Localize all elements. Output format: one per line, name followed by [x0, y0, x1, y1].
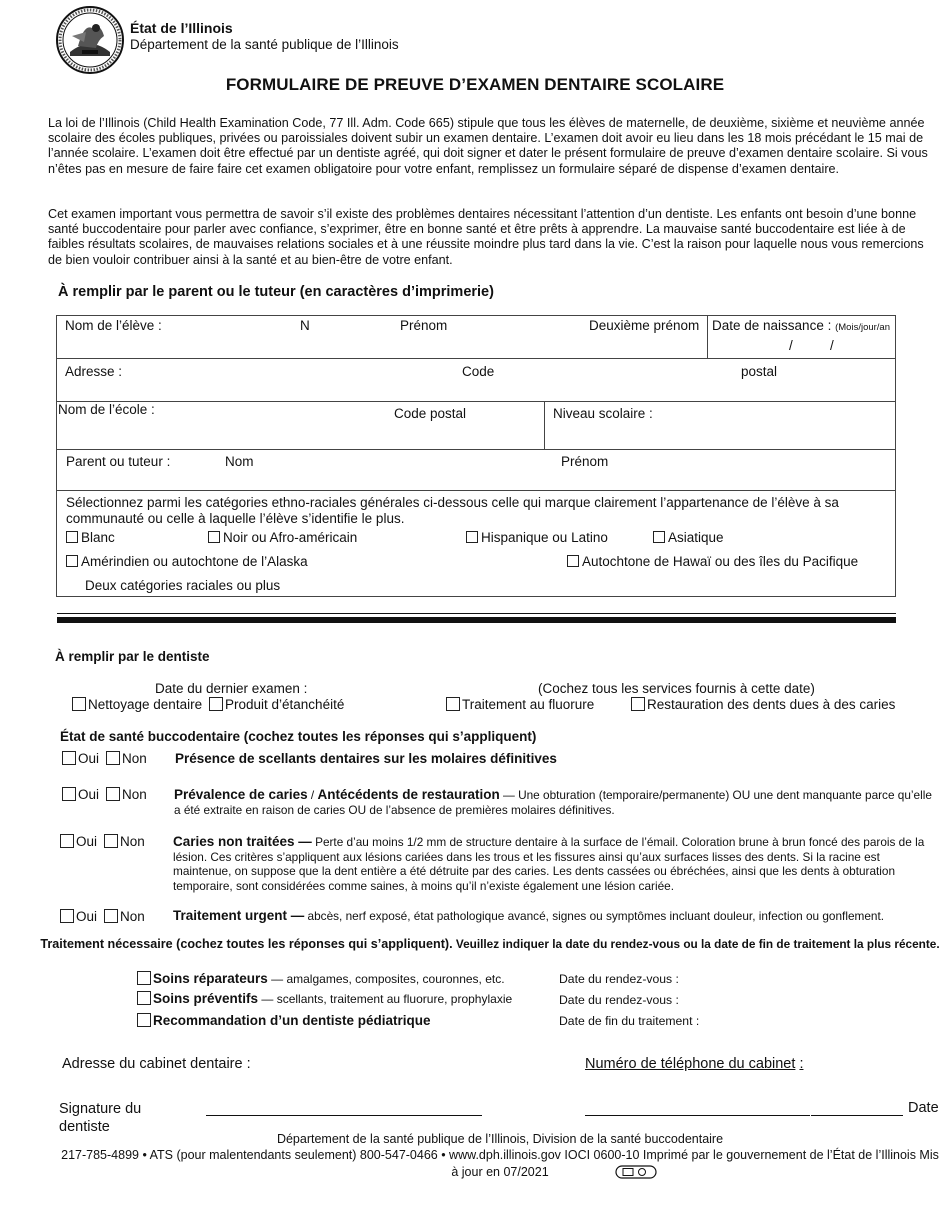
checkbox[interactable] — [208, 531, 220, 543]
school-postal-label: Code postal — [394, 406, 467, 421]
oral-health-heading: État de santé buccodentaire (cochez toutes les réponses qui s’appliquent) — [60, 729, 537, 744]
student-info-box — [56, 315, 896, 597]
service-fluoride[interactable]: Traitement au fluorure — [446, 697, 594, 712]
dob-separator: / — [789, 338, 793, 353]
ethnicity-option-native[interactable]: Amérindien ou autochtone de l’Alaska — [66, 554, 308, 569]
checkbox[interactable] — [137, 991, 151, 1005]
checkbox[interactable] — [66, 531, 78, 543]
dentist-section-heading: À remplir par le dentiste — [55, 649, 210, 664]
ethnicity-prompt: Sélectionnez parmi les catégories ethno-raciales générales ci-dessous celle qui marque clairement l’appartenance de l’élève à sa communauté ou celle à laquelle l’élève s’identifie le plus. — [66, 495, 839, 526]
ethnicity-option-white[interactable]: Blanc — [66, 530, 115, 545]
checkbox[interactable] — [567, 555, 579, 567]
agency-name: État de l’Illinois — [130, 20, 233, 36]
caries-prevalence-no[interactable]: Non — [106, 787, 147, 802]
parent-section-heading: À remplir par le parent ou le tuteur (en caractères d’imprimerie) — [58, 284, 494, 300]
ethnicity-option-black[interactable]: Noir ou Afro-américain — [208, 530, 357, 545]
service-sealant[interactable]: Produit d’étanchéité — [209, 697, 344, 712]
treatment-pediatric[interactable]: Recommandation d’un dentiste pédiatrique — [137, 1013, 431, 1028]
dentist-signature-label: Signature du dentiste — [59, 1101, 142, 1135]
treatment-completion-date[interactable]: Date de fin du traitement : — [559, 1014, 700, 1028]
untreated-caries-no[interactable]: Non — [104, 834, 145, 849]
caries-prevalence-yes[interactable]: Oui — [62, 787, 99, 802]
checkbox[interactable] — [209, 697, 223, 711]
first-name-label: Prénom — [400, 318, 448, 333]
checkbox[interactable] — [653, 531, 665, 543]
dob-separator: / — [830, 338, 834, 353]
sealants-yes[interactable]: Oui — [62, 751, 99, 766]
office-phone-label: Numéro de téléphone du cabinet : — [585, 1056, 804, 1072]
ethnicity-option-multi[interactable]: Deux catégories raciales ou plus — [85, 578, 281, 593]
treatment-restorative[interactable]: Soins réparateurs — amalgames, composites, couronnes, etc. — [137, 971, 505, 986]
checkbox[interactable] — [60, 834, 74, 848]
condition-sealants: Présence de scellants dentaires sur les molaires définitives — [175, 751, 557, 766]
signature-line[interactable] — [585, 1115, 810, 1116]
student-name-label: Nom de l’élève : — [65, 318, 162, 333]
dob-label: Date de naissance : (Mois/jour/an — [712, 318, 891, 333]
signature-date-label: Date — [908, 1100, 939, 1116]
agency-department: Département de la santé publique de l’Illinois — [130, 37, 399, 52]
checkbox[interactable] — [466, 531, 478, 543]
last-exam-label: Date du dernier examen : — [155, 681, 308, 696]
section-divider-thick — [57, 617, 896, 623]
state-seal-icon — [56, 6, 124, 74]
grade-label: Niveau scolaire : — [553, 406, 653, 421]
urgent-treatment-no[interactable]: Non — [104, 909, 145, 924]
checkbox[interactable] — [62, 787, 76, 801]
signature-line[interactable] — [206, 1115, 482, 1116]
checkbox[interactable] — [137, 971, 151, 985]
address-postal-label: postal — [741, 364, 778, 379]
checkbox[interactable] — [104, 834, 118, 848]
guardian-first-name-label: Prénom — [561, 454, 609, 469]
checkbox[interactable] — [62, 751, 76, 765]
ethnicity-option-pacific[interactable]: Autochtone de Hawaï ou des îles du Pacifique — [567, 554, 858, 569]
checkbox[interactable] — [104, 909, 118, 923]
checkbox[interactable] — [72, 697, 86, 711]
preventive-appointment-date[interactable]: Date du rendez-vous : — [559, 993, 679, 1007]
condition-urgent-treatment: Traitement urgent — abcès, nerf exposé, état pathologique avancé, signes ou symptômes incluant douleur, infection ou gonflement. — [173, 908, 885, 923]
checkbox[interactable] — [106, 787, 120, 801]
school-name-label: Nom de l’école : — [58, 402, 155, 417]
address-code-label: Code — [462, 364, 495, 379]
checkbox[interactable] — [66, 555, 78, 567]
service-restoration[interactable]: Restauration des dents dues à des caries — [631, 697, 895, 712]
address-label: Adresse : — [65, 364, 123, 379]
treatment-preventive[interactable]: Soins préventifs — scellants, traitement au fluorure, prophylaxie — [137, 991, 512, 1006]
form-title: FORMULAIRE DE PREUVE D’EXAMEN DENTAIRE SCOLAIRE — [225, 75, 725, 94]
urgent-treatment-yes[interactable]: Oui — [60, 909, 97, 924]
restorative-appointment-date[interactable]: Date du rendez-vous : — [559, 972, 679, 986]
checkbox[interactable] — [137, 1013, 151, 1027]
condition-caries-prevalence: Prévalence de caries / Antécédents de restauration — Une obturation (temporaire/permanente) OU une dent manquante parce qu’elle a été extraite en raison de caries OU de l’absence de premières molaires définitives. — [174, 787, 932, 817]
checkbox[interactable] — [446, 697, 460, 711]
intro-paragraph-importance: Cet examen important vous permettra de savoir s’il existe des problèmes dentaires nécessitant l’attention d’un dentiste. Les enfants ont besoin d’une bonne santé buccodentaire pour parler avec confiance, s’exprimer, être en bonne santé et être prêts à apprendre. La mauvaise santé buccodentaire est liée à de faibles résultats scolaires, de mauvaises relations sociales et à une réussite moindre plus tard dans la vie. C’est la raison pour laquelle nous vous remercions de bien vouloir contribuer ainsi à la santé et au bien-être de votre enfant. — [48, 207, 924, 267]
student-name-field-mark: N — [300, 318, 310, 333]
date-line[interactable] — [811, 1115, 903, 1116]
services-note: (Cochez tous les services fournis à cette date) — [538, 681, 815, 696]
footer-division: Département de la santé publique de l’Illinois, Division de la santé buccodentaire — [276, 1132, 724, 1146]
footer-contact: 217-785-4899 • ATS (pour malentendants seulement) 800-547-0466 • www.dph.illinois.gov IOCI 0600-10 Imprimé par le gouvernement de l’État de l’Illinois Mis à jour en 07/2021 — [61, 1148, 939, 1179]
service-cleaning[interactable]: Nettoyage dentaire — [72, 697, 202, 712]
checkbox[interactable] — [631, 697, 645, 711]
checkbox[interactable] — [106, 751, 120, 765]
recycled-paper-icon — [615, 1165, 657, 1179]
middle-name-label: Deuxième prénom — [589, 318, 700, 333]
sealants-no[interactable]: Non — [106, 751, 147, 766]
office-address-label: Adresse du cabinet dentaire : — [62, 1056, 251, 1072]
guardian-label: Parent ou tuteur : — [66, 454, 171, 469]
untreated-caries-yes[interactable]: Oui — [60, 834, 97, 849]
checkbox[interactable] — [60, 909, 74, 923]
guardian-last-name-label: Nom — [225, 454, 254, 469]
section-divider-thin — [57, 613, 896, 614]
condition-untreated-caries: Caries non traitées — Perte d’au moins 1/2 mm de structure dentaire à la surface de l’émail. Coloration brune à brun foncé des parois de la lésion. Ces critères s’appliquent aux lésions cariées dans les trous et les fissures ainsi qu’aux surfaces lisses des dents. Si la racine est maintenue, on suppose que la dent entière a été détruite par des caries. Les dents cassées ou ébréchées, ainsi que les dents à obturation temporaire, sont considérées comme saines, à moins qu’il n’existe également une lésion cariée. — [173, 834, 925, 893]
ethnicity-option-hispanic[interactable]: Hispanique ou Latino — [466, 530, 608, 545]
treatment-needed-heading: Traitement nécessaire (cochez toutes les réponses qui s’appliquent). Veuillez indiquer la date du rendez-vous ou la date de fin de traitement la plus récente. — [40, 937, 940, 951]
intro-paragraph-law: La loi de l’Illinois (Child Health Examination Code, 77 Ill. Adm. Code 665) stipule que tous les élèves de maternelle, de deuxième, sixième et neuvième année scolaire des écoles publiques, privées ou paroissiales doivent subir un examen dentaire. L’examen doit avoir eu lieu dans les 18 mois précédant le 15 mai de l’année scolaire. L’examen doit être effectué par un dentiste agréé, qui doit signer et dater le présent formulaire de preuve d’examen dentaire scolaire. Si vous n’êtes pas en mesure de faire faire cet examen obligatoire pour votre enfant, remplissez un formulaire séparé de dispense d’examen dentaire. — [48, 116, 928, 176]
ethnicity-option-asian[interactable]: Asiatique — [653, 530, 724, 545]
